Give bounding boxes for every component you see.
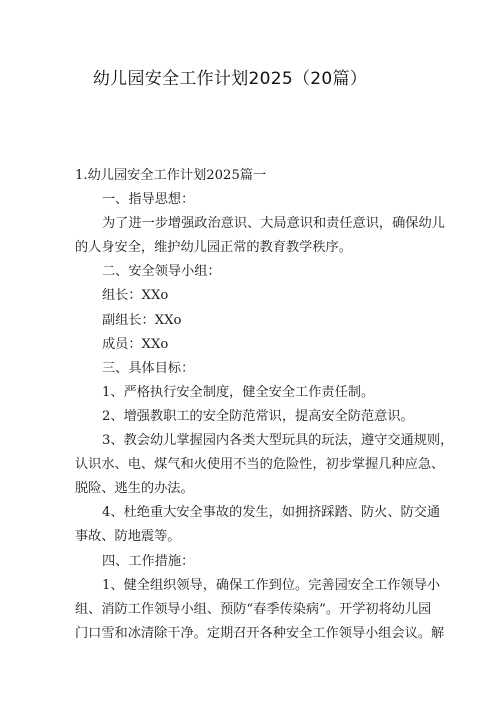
body-line: 组、消防工作领导小组、预防“春季传染病”。开学初将幼儿园	[75, 601, 432, 617]
body-line: 一、指导思想：	[102, 192, 195, 208]
body-line: 二、安全领导小组：	[102, 264, 221, 280]
body-line: 4、杜绝重大安全事故的发生，如拥挤踩踏、防火、防交通	[102, 505, 441, 521]
body-line: 脱险、逃生的办法。	[75, 481, 194, 497]
body-line: 四、工作措施：	[102, 553, 195, 569]
body-line: 1、严格执行安全制度，健全安全工作责任制。	[102, 384, 375, 400]
body-line: 事故、防地震等。	[75, 529, 181, 545]
body-line: 1、健全组织领导，确保工作到位。完善园安全工作领导小	[102, 577, 441, 593]
body-line: 为了进一步增强政治意识、大局意识和责任意识，确保幼儿	[102, 216, 445, 232]
document-body	[75, 164, 454, 646]
body-line: 三、具体目标：	[102, 360, 195, 376]
body-line: 组长：XXo	[102, 288, 169, 304]
body-line: 的人身安全，维护幼儿园正常的教育教学秩序。	[75, 240, 352, 256]
body-line: 1.幼儿园安全工作计划2025篇一	[75, 168, 267, 183]
body-line: 成员：XXo	[102, 336, 169, 352]
body-line: 门口雪和冰清除干净。定期召开各种安全工作领导小组会议。解	[75, 625, 445, 641]
body-line: 副组长：XXo	[102, 312, 182, 328]
body-line: 2、增强教职工的安全防范常识，提高安全防范意识。	[102, 408, 414, 424]
body-line: 3、教会幼儿掌握园内各类大型玩具的玩法，遵守交通规则，	[102, 433, 454, 449]
document-title: 幼儿园安全工作计划2025（20篇）	[92, 69, 368, 89]
body-line: 认识水、电、煤气和火使用不当的危险性，初步掌握几种应急、	[75, 457, 445, 473]
